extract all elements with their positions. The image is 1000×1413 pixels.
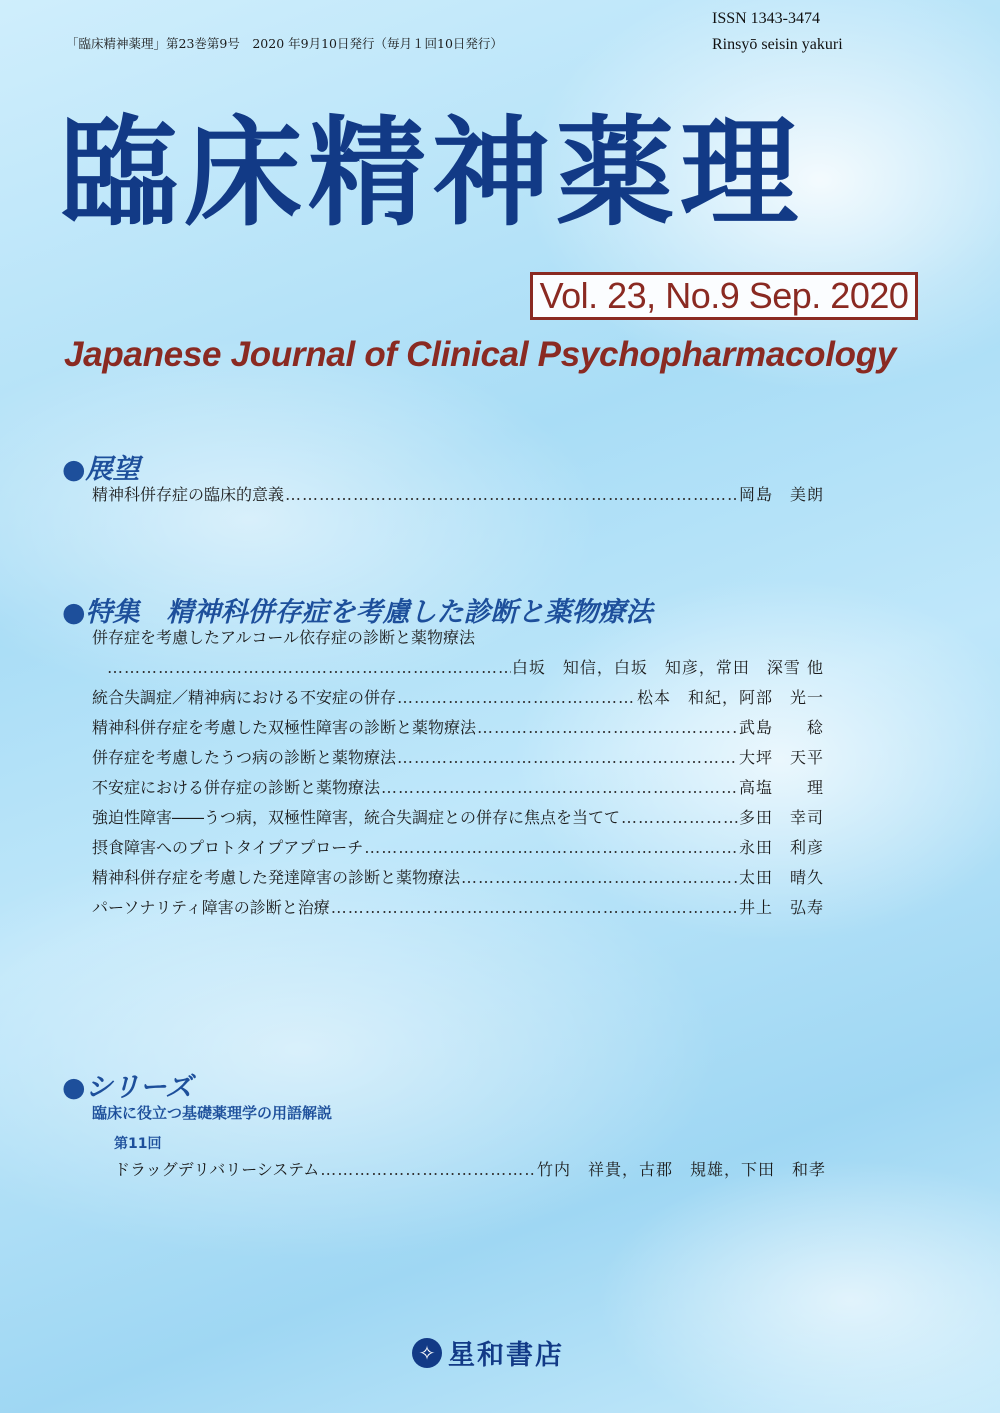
- entry-author: 岡島 美朗: [738, 485, 824, 504]
- entry-author: 大坪 天平: [738, 748, 824, 767]
- series-subtitle: 臨床に役立つ基礎薬理学の用語解説: [92, 1104, 333, 1122]
- leader-dots: [107, 653, 511, 683]
- volume-text: Vol. 23, No.9 Sep. 2020: [539, 275, 909, 316]
- series-list: [114, 1155, 826, 1185]
- leader-dots: [461, 863, 738, 893]
- toc-entry[interactable]: [92, 803, 824, 833]
- tenbou-list: [92, 480, 824, 510]
- publisher-logo-icon: ✧: [412, 1338, 442, 1368]
- entry-author: 井上 弘寿: [738, 898, 824, 917]
- toc-entry[interactable]: [92, 893, 824, 923]
- entry-author: 高塩 理: [738, 778, 824, 797]
- publisher-name: 星和書店: [448, 1340, 564, 1371]
- entry-title: 統合失調症／精神病における不安症の併存: [92, 688, 397, 707]
- series-number: 第11回: [114, 1136, 162, 1152]
- entry-title: 摂食障害へのプロトタイプアプローチ: [92, 838, 364, 857]
- leader-dots: [331, 893, 738, 923]
- entry-author: 白坂 知信，白坂 知彦，常田 深雪 他: [511, 658, 824, 677]
- entry-title: 併存症を考慮したアルコール依存症の診断と薬物療法: [92, 628, 476, 647]
- toc-entry[interactable]: [92, 683, 824, 713]
- leader-dots: [320, 1155, 536, 1185]
- toc-entry[interactable]: [92, 713, 824, 743]
- entry-title: 強迫性障害――うつ病，双極性障害，統合失調症との併存に焦点を当てて: [92, 808, 621, 827]
- toc-entry-title-line[interactable]: [92, 623, 824, 653]
- section-heading-tokushu: ●特集 精神科併存症を考慮した診断と薬物療法: [62, 597, 653, 628]
- toc-entry[interactable]: [92, 833, 824, 863]
- issn-text: ISSN 1343-3474: [712, 10, 821, 27]
- leader-dots: [621, 803, 738, 833]
- issue-info-line: 「臨床精神薬理」第23巻第9号 2020 年9月10日発行（毎月１回10日発行）: [66, 36, 503, 51]
- entry-author: 武島 稔: [738, 718, 824, 737]
- romanized-title: Rinsyō seisin yakuri: [712, 36, 843, 53]
- leader-dots: [285, 480, 738, 510]
- tokushu-list: [92, 623, 824, 923]
- entry-author: 多田 幸司: [738, 808, 824, 827]
- entry-author: 松本 和紀，阿部 光一: [636, 688, 824, 707]
- entry-author: 永田 利彦: [738, 838, 824, 857]
- entry-author: 太田 晴久: [738, 868, 824, 887]
- leader-dots: [397, 743, 738, 773]
- issn-block: [712, 6, 843, 58]
- publisher: [412, 1333, 564, 1372]
- toc-entry[interactable]: [92, 743, 824, 773]
- entry-author: 竹内 祥貴，古郡 規雄，下田 和孝: [536, 1160, 826, 1179]
- toc-entry[interactable]: [92, 480, 824, 510]
- entry-title: 精神科併存症を考慮した双極性障害の診断と薬物療法: [92, 718, 477, 737]
- entry-title: 併存症を考慮したうつ病の診断と薬物療法: [92, 748, 397, 767]
- toc-entry[interactable]: [92, 773, 824, 803]
- entry-title: ドラッグデリバリーシステム: [114, 1160, 320, 1179]
- entry-title: パーソナリティ障害の診断と治療: [92, 898, 330, 917]
- english-title: Japanese Journal of Clinical Psychopharmacology: [64, 335, 897, 374]
- leader-dots: [381, 773, 738, 803]
- volume-box: [530, 272, 918, 320]
- section-heading-tenbou: ●展望: [62, 454, 140, 485]
- entry-title: 精神科併存症の臨床的意義: [92, 485, 285, 504]
- toc-entry[interactable]: [92, 863, 824, 893]
- journal-title: 臨床精神薬理: [60, 104, 805, 242]
- leader-dots: [364, 833, 738, 863]
- toc-entry-author-line[interactable]: [92, 653, 824, 683]
- toc-entry[interactable]: [114, 1155, 826, 1185]
- entry-title: 不安症における併存症の診断と薬物療法: [92, 778, 381, 797]
- entry-title: 精神科併存症を考慮した発達障害の診断と薬物療法: [92, 868, 461, 887]
- section-heading-series: ●シリーズ: [62, 1072, 193, 1103]
- leader-dots: [477, 713, 738, 743]
- leader-dots: [397, 683, 636, 713]
